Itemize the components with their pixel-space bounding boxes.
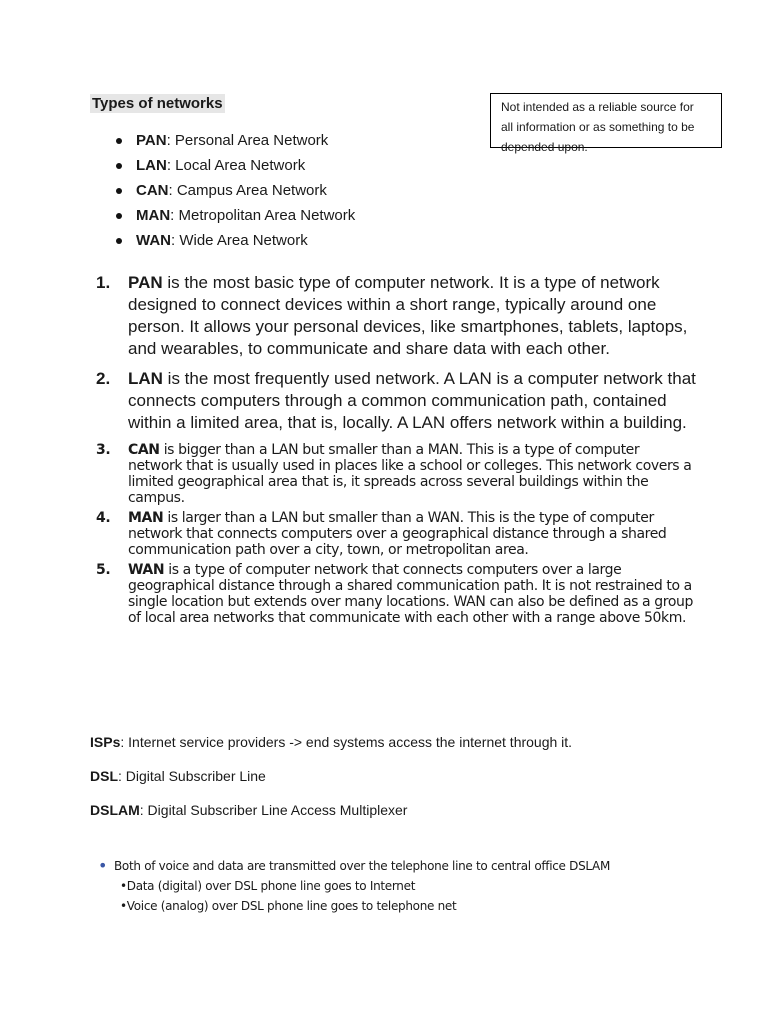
- list-item: [116, 203, 355, 228]
- definition-term: ISPs: [90, 734, 121, 750]
- description-text: is bigger than a LAN but smaller than a MAN. This is a type of computer network that is usually used in places like a school or colleges. This network covers a limited geographical area that is, it spreads across several buildings within the campus.: [128, 442, 692, 506]
- description-text: is a type of computer network that connects computers over a large geographical distance through a shared communication path. It is not restrained to a single location but extends over many locations. WAN can also be defined as a group of local area networks that communicate with each other with a range above 50km.: [128, 562, 693, 626]
- list-item: [116, 228, 355, 253]
- network-abbr: LAN: [136, 157, 167, 174]
- disclaimer-line: depended upon.: [501, 140, 588, 154]
- network-abbr: WAN: [128, 562, 165, 578]
- description-item: [96, 562, 696, 626]
- list-item: [116, 128, 355, 153]
- dslam-note-sub: •Voice (analog) over DSL phone line goes to telephone net: [120, 899, 457, 913]
- network-abbr: MAN: [136, 207, 171, 224]
- network-abbr: PAN: [128, 273, 163, 292]
- description-item: [96, 442, 696, 506]
- item-number: 4.: [96, 510, 111, 526]
- definition-text: : Digital Subscriber Line: [118, 768, 266, 784]
- dslam-notes: [96, 856, 610, 916]
- list-item: [116, 178, 355, 203]
- description-item: [96, 510, 696, 558]
- dslam-note-sub: •Data (digital) over DSL phone line goes to Internet: [120, 879, 416, 893]
- network-name: : Wide Area Network: [171, 232, 308, 249]
- definition-item: [90, 732, 572, 766]
- network-name: : Personal Area Network: [166, 132, 329, 149]
- definitions-list: [90, 732, 572, 834]
- item-number: 3.: [96, 442, 111, 458]
- definition-item: [90, 800, 572, 834]
- network-descriptions: [96, 272, 696, 630]
- description-text: is larger than a LAN but smaller than a WAN. This is the type of computer network that connects computers over a geographical distance through a shared communication path over a city, town, or metropolitan area.: [128, 510, 667, 558]
- dslam-note-main: • Both of voice and data are transmitted over the telephone line to central office DSLAM: [96, 856, 610, 876]
- network-abbr: CAN: [136, 182, 169, 199]
- description-item: [96, 368, 696, 434]
- network-abbr: LAN: [128, 369, 163, 388]
- network-abbr: CAN: [128, 442, 160, 458]
- disclaimer-box: [490, 93, 722, 154]
- disclaimer-line: all information or as something to be: [501, 120, 695, 134]
- network-abbr: PAN: [136, 132, 167, 149]
- page-title: Types of networks: [92, 95, 223, 112]
- network-abbr: MAN: [128, 510, 164, 526]
- definition-term: DSL: [90, 768, 118, 784]
- description-text: is the most frequently used network. A LAN is a computer network that connects computers through a common communication path, contained within a limited area, that is, locally. A LAN offers network within a building.: [128, 369, 696, 432]
- disclaimer-line: Not intended as a reliable source for: [501, 100, 694, 114]
- network-name: : Metropolitan Area Network: [170, 207, 356, 224]
- definition-text: : Internet service providers -> end systems access the internet through it.: [120, 734, 573, 750]
- item-number: 5.: [96, 562, 111, 578]
- definition-text: : Digital Subscriber Line Access Multiplexer: [139, 802, 408, 818]
- network-name: : Campus Area Network: [168, 182, 327, 199]
- network-types-list: [116, 128, 355, 253]
- list-item: [116, 153, 355, 178]
- definition-item: [90, 766, 572, 800]
- description-item: [96, 272, 696, 360]
- item-number: 1.: [96, 273, 111, 292]
- item-number: 2.: [96, 369, 111, 388]
- network-name: : Local Area Network: [166, 157, 306, 174]
- description-text: is the most basic type of computer network. It is a type of network designed to connect devices within a short range, typically around one person. It allows your personal devices, like smartphones, tablets, laptops, and wearables, to communicate and share data with each other.: [128, 273, 688, 358]
- definition-term: DSLAM: [90, 802, 140, 818]
- network-abbr: WAN: [136, 232, 171, 249]
